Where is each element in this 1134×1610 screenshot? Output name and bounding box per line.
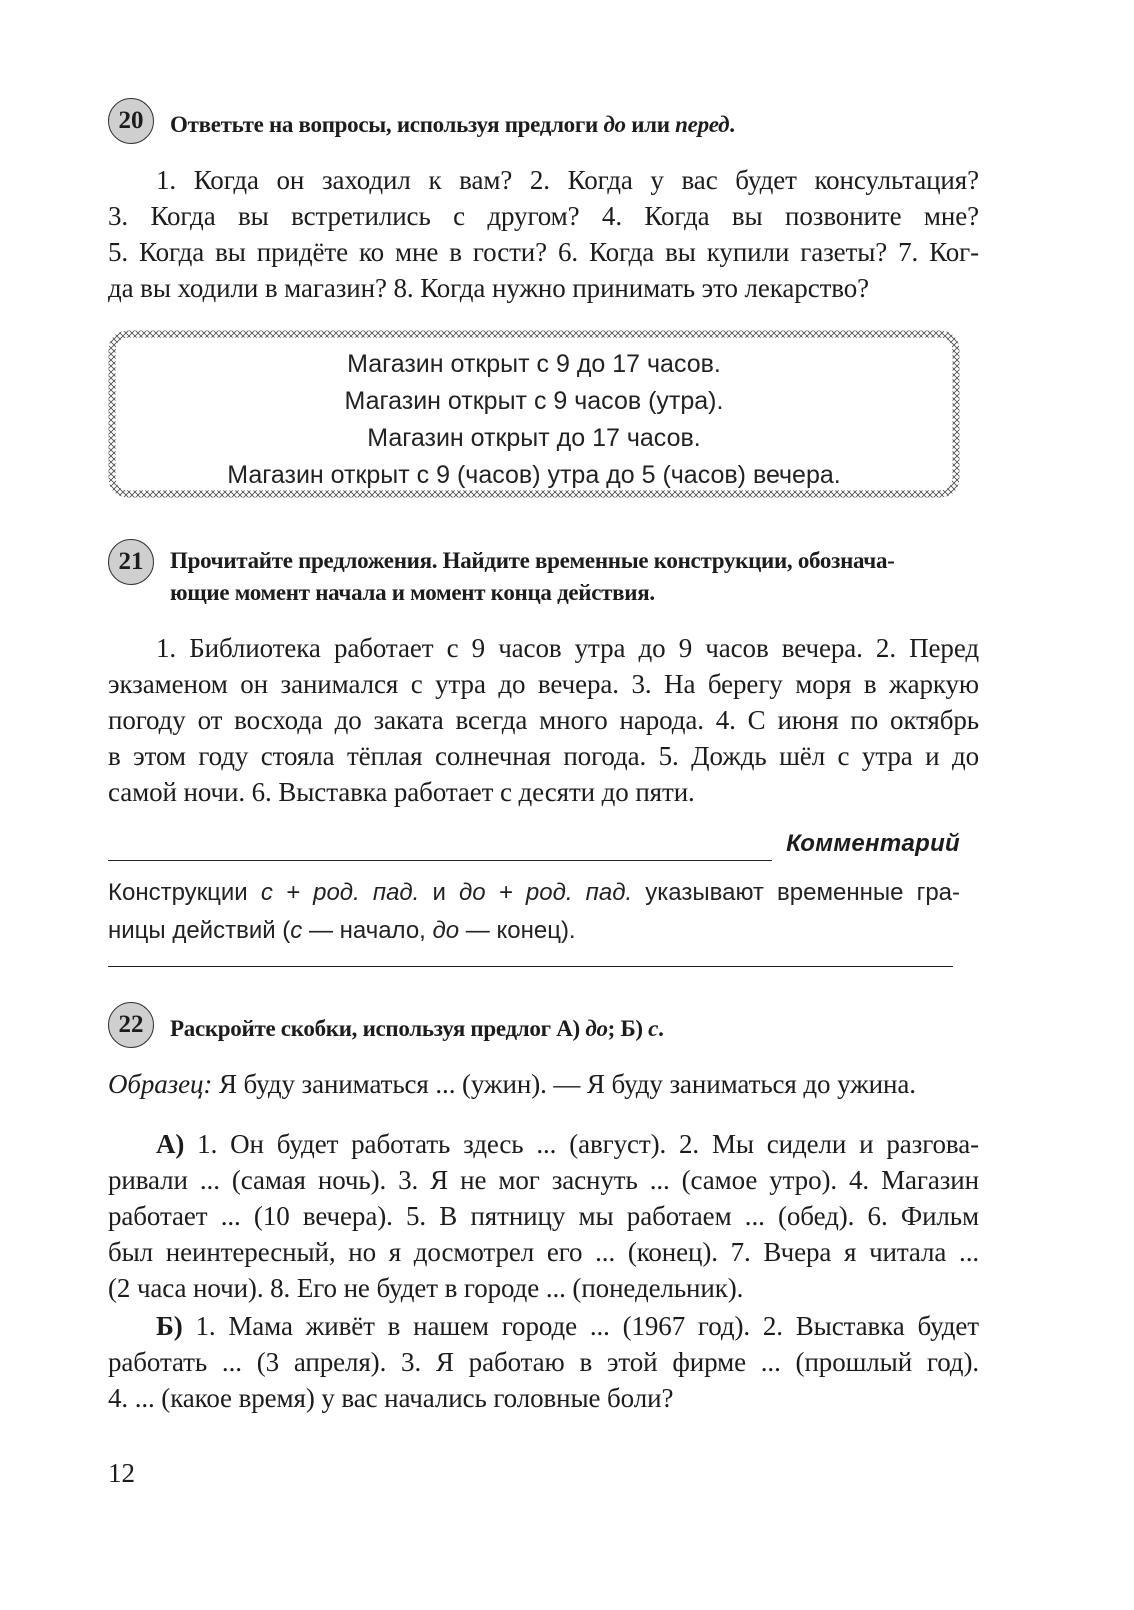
exercise-number-badge: 20 xyxy=(108,98,154,144)
divider xyxy=(108,966,953,967)
exercise-number-badge: 21 xyxy=(108,539,154,585)
exercise-instruction: Ответьте на вопросы, используя предлоги до или перед. xyxy=(170,112,735,137)
page-number: 12 xyxy=(108,1458,135,1488)
exercise-21-text: 1. Библиотека работает с 9 часов утра до 9 часов вечера. 2. Перед экзаменом он занимался с утра до вечера. 3. На берегу моря в жаркую погоду от восхода до заката всегда много народа. 4. С июня по октябрь в этом году стояла тёплая солнечная погода. 5. Дождь шёл с утра и до самой ночи. 6. Выставка работает с десяти до пяти. xyxy=(108,633,979,807)
rule-box-text: Магазин открыт с 9 до 17 часов. Магазин открыт с 9 часов (утра). Магазин открыт до 17 часов. Магазин открыт с 9 (часов) утра до 5 (часов) вечера. xyxy=(227,350,841,489)
exercise-instruction: Раскройте скобки, используя предлог А) до; Б) с. xyxy=(170,1016,664,1041)
commentary-label: Комментарий xyxy=(786,830,960,857)
commentary-text: Конструкции с + род. пад. и до + род. пад. указывают временные гра- ницы действий (с — начало, до — конец). xyxy=(108,879,961,944)
exercise-20-heading xyxy=(108,107,979,144)
exercise-22-heading xyxy=(108,1011,979,1048)
commentary-header xyxy=(108,830,960,864)
rule-box xyxy=(108,330,960,498)
exercise-instruction: Прочитайте предложения. Найдите временные конструкции, обознача- ющие момент начала и момент конца действия. xyxy=(170,548,895,605)
divider xyxy=(108,860,772,861)
exercise-21-heading xyxy=(108,548,979,609)
exercise-20-text: 1. Когда он заходил к вам? 2. Когда у вас будет консультация? 3. Когда вы встретились с другом? 4. Когда вы позвоните мне? 5. Когда вы придёте ко мне в гости? 6. Когда вы купили газеты? 7. Ког- да вы ходили в магазин? 8. Когда нужно принимать это лекарство? xyxy=(108,165,979,303)
sample-label: Образец: xyxy=(108,1069,213,1099)
exercise-22-sample: Образец: Я буду заниматься ... (ужин). — Я буду заниматься до ужина. xyxy=(108,1069,916,1099)
exercise-22-part-a: А) 1. Он будет работать здесь ... (август). 2. Мы сидели и разгова- ривали ... (самая ночь). 3. Я не мог заснуть ... (самое утро). 4. Магазин работает ... (10 вечера). 5. В пятницу мы работаем ... (обед). 6. Фильм был неинтересный, но я досмотрел его ... (конец). 7. Вчера я читала ... (2 часа ночи). 8. Его не будет в городе ... (понедельник). xyxy=(108,1129,979,1303)
exercise-number-badge: 22 xyxy=(108,1002,154,1048)
exercise-22-part-b: Б) 1. Мама живёт в нашем городе ... (1967 год). 2. Выставка будет работать ... (3 апреля). 3. Я работаю в этой фирме ... (прошлый год). 4. ... (какое время) у вас начались головные боли? xyxy=(108,1311,979,1413)
